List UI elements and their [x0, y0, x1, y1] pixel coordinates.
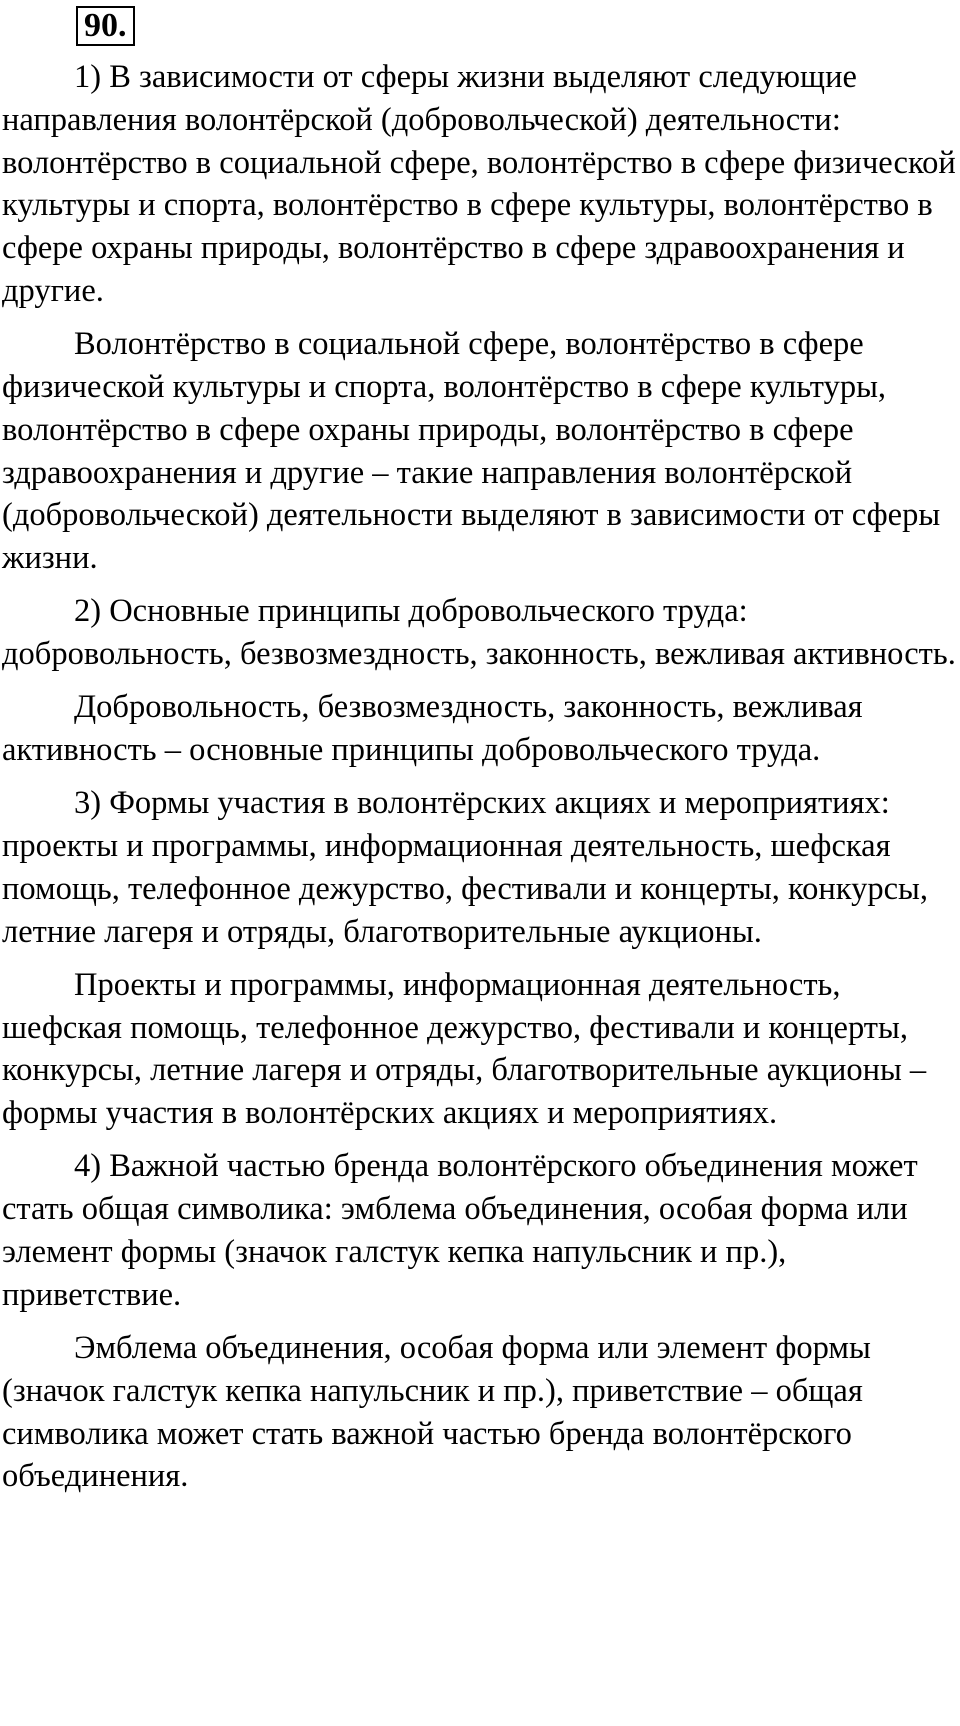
answer-paragraph-6: Проекты и программы, информационная деятельность, шефская помощь, телефонное дежурство, фестивали и концерты, конкурсы, летние лагеря и отряды, благотворительные аукционы – формы участия в волонтёрских акциях и мероприятиях. — [2, 966, 927, 1132]
answer-paragraph-7: 4) Важной частью бренда волонтёрского объединения может стать общая символика: эмблема объединения, особая форма или элемент формы (значок галстук кепка напульсник и пр.), приветствие. — [2, 1148, 918, 1313]
answer-paragraph-2: Волонтёрство в социальной сфере, волонтёрство в сфере физической культуры и спорта, волонтёрство в сфере культуры, волонтёрство в сфере охраны природы, волонтёрство в сфере здравоохранения и другие – такие направления волонтёрской (добровольческой) деятельности выделяют в зависимости от сферы жизни. — [2, 326, 941, 577]
answer-paragraph-3: 2) Основные принципы добровольческого труда: добровольность, безвозмездность, законность, вежливая активность. — [2, 593, 956, 673]
answer-text — [2, 56, 958, 1498]
answer-paragraph-5: 3) Формы участия в волонтёрских акциях и мероприятиях: проекты и программы, информационная деятельность, шефская помощь, телефонное дежурство, фестивали и концерты, конкурсы, летние лагеря и отряды, благотворительные аукционы. — [2, 785, 928, 950]
answer-paragraph-8: Эмблема объединения, особая форма или элемент формы (значок галстук кепка напульсник и пр.), приветствие – общая символика может стать важной частью бренда волонтёрского объединения. — [2, 1330, 871, 1495]
answer-paragraph-4: Добровольность, безвозмездность, законность, вежливая активность – основные принципы добровольческого труда. — [2, 689, 863, 769]
answer-paragraph-1: 1) В зависимости от сферы жизни выделяют следующие направления волонтёрской (добровольческой) деятельности: волонтёрство в социальной сфере, волонтёрство в сфере физической культуры и спорта, волонтёрство в сфере культуры, волонтёрство в сфере охраны природы, волонтёрство в сфере здравоохранения и другие. — [2, 59, 956, 309]
exercise-number-box: 90. — [76, 6, 135, 46]
